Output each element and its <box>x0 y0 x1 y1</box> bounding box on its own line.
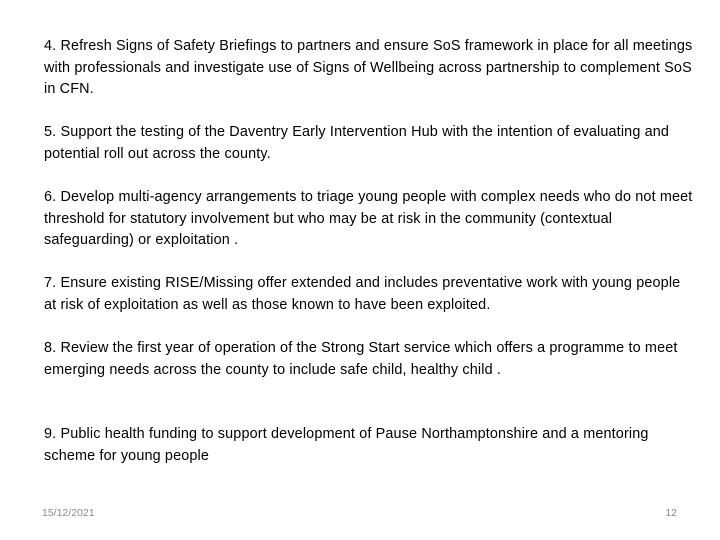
action-item-6: 6. Develop multi-agency arrangements to triage young people with complex needs who do not meet threshold for statutory involvement but who may be at risk in the community (contextual safeguarding) or exploitation . <box>44 189 693 248</box>
footer-date: 15/12/2021 <box>42 507 95 519</box>
page-number: 12 <box>665 507 677 519</box>
action-item-5: 5. Support the testing of the Daventry Early Intervention Hub with the intention of evaluating and potential roll out across the county. <box>44 124 670 162</box>
action-item-9: 9. Public health funding to support development of Pause Northamptonshire and a mentoring scheme for young people <box>44 426 649 464</box>
action-item-7: 7. Ensure existing RISE/Missing offer extended and includes preventative work with young people at risk of exploitation as well as those known to have been exploited. <box>44 275 681 313</box>
action-item-8: 8. Review the first year of operation of the Strong Start service which offers a programme to meet emerging needs across the county to include safe child, healthy child . <box>44 340 678 378</box>
action-item-4: 4. Refresh Signs of Safety Briefings to partners and ensure SoS framework in place for all meetings with professionals and investigate use of Signs of Wellbeing across partnership to complement SoS in CFN. <box>44 38 693 97</box>
